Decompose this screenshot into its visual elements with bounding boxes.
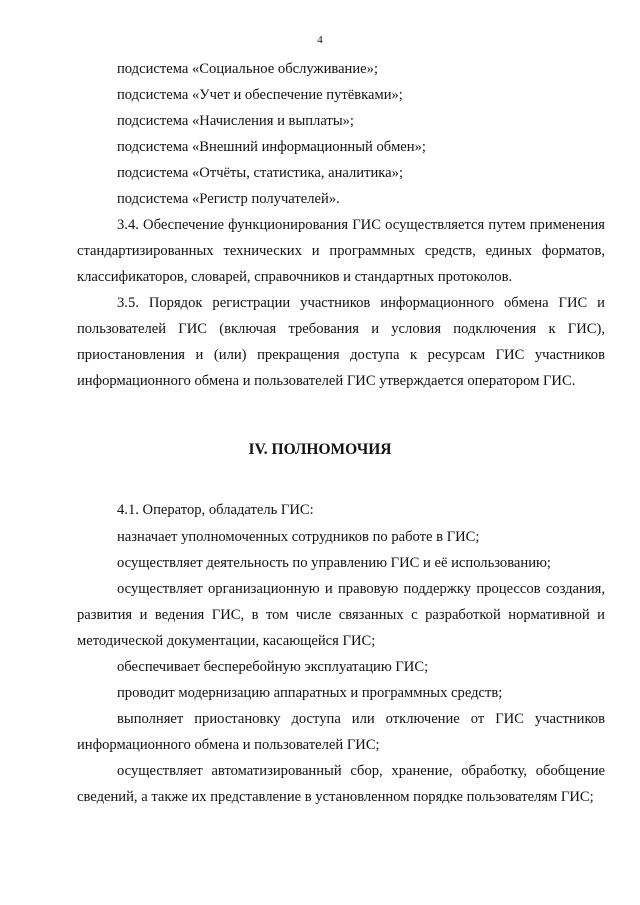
list-item: осуществляет автоматизированный сбор, хранение, обработку, обобщение сведений, а также их представление в установленном порядке пользователям ГИС; bbox=[77, 763, 605, 805]
section-3-paragraphs bbox=[77, 212, 605, 394]
subsection-heading: 4.1. Оператор, обладатель ГИС: bbox=[117, 502, 314, 518]
list-item: подсистема «Учет и обеспечение путёвками»; bbox=[117, 87, 403, 103]
paragraph-3-4: 3.4. Обеспечение функционирования ГИС осуществляется путем применения стандартизированных технических и программных средств, единых форматов, классификаторов, словарей, справочников и стандартных протоколов. bbox=[77, 217, 605, 285]
page-number: 4 bbox=[317, 34, 323, 46]
list-item: осуществляет организационную и правовую поддержку процессов создания, развития и ведения ГИС, в том числе связанных с разработкой нормативной и методической документации, касающейся ГИС; bbox=[77, 581, 605, 649]
powers-list bbox=[77, 524, 605, 810]
section-heading: IV. ПОЛНОМОЧИЯ bbox=[248, 441, 392, 458]
subsystem-list bbox=[77, 56, 605, 212]
list-item: подсистема «Начисления и выплаты»; bbox=[117, 113, 354, 129]
list-item: выполняет приостановку доступа или отключение от ГИС участников информационного обмена и пользователей ГИС; bbox=[77, 711, 605, 753]
list-item: осуществляет деятельность по управлению ГИС и её использованию; bbox=[117, 555, 551, 571]
paragraph-3-5: 3.5. Порядок регистрации участников информационного обмена ГИС и пользователей ГИС (включая требования и условия подключения к ГИС), приостановления и (или) прекращения доступа к ресурсам ГИС участников информационного обмена и пользователей ГИС утверждается оператором ГИС. bbox=[77, 295, 605, 389]
list-item: проводит модернизацию аппаратных и программных средств; bbox=[117, 685, 503, 701]
list-item: подсистема «Отчёты, статистика, аналитика»; bbox=[117, 165, 404, 181]
list-item: подсистема «Внешний информационный обмен»; bbox=[117, 139, 426, 155]
list-item: назначает уполномоченных сотрудников по работе в ГИС; bbox=[117, 529, 480, 545]
list-item: обеспечивает бесперебойную эксплуатацию ГИС; bbox=[117, 659, 429, 675]
list-item: подсистема «Регистр получателей». bbox=[117, 191, 340, 207]
list-item: подсистема «Социальное обслуживание»; bbox=[117, 61, 378, 77]
